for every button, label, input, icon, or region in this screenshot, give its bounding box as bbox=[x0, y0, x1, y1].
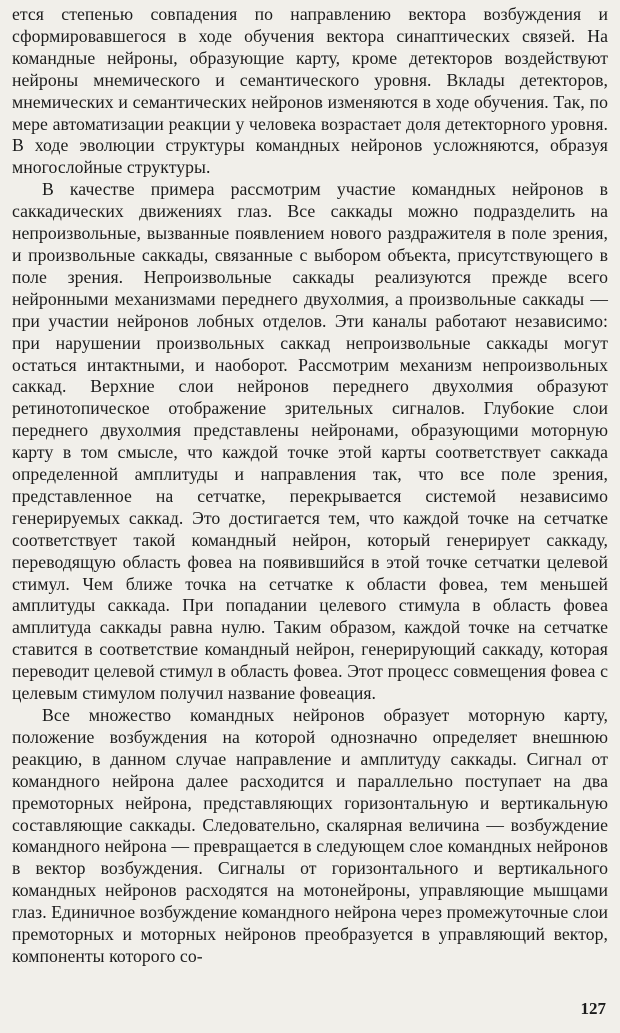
paragraph-1: ется степенью совпадения по направлению вектора возбуждения и сформировавшегося в ходе обучения вектора синаптических связей. На командные нейроны, образующие карту, кроме детекторов воздействуют нейроны мнемического и семантического уровня. Вклады детекторов, мнемических и семантических нейронов изменяются в ходе обучения. Так, по мере автоматизации реакции у человека возрастает доля детекторного уровня. В ходе эволюции структуры командных нейронов усложняются, образуя многослойные структуры. bbox=[12, 4, 608, 178]
paragraph-3: Все множество командных нейронов образует моторную карту, положение возбуждения на которой однозначно определяет внешнюю реакцию, в данном случае направление и амплитуду саккады. Сигнал от командного нейрона далее расходится и параллельно поступает на два премоторных нейрона, представляющих горизонтальную и вертикальную составляющие саккады. Следовательно, скалярная величина — возбуждение командного нейрона — превращается в следующем слое командных нейронов в вектор возбуждения. Сигналы от горизонтального и вертикального командных нейронов расходятся на мотонейроны, управляющие мышцами глаз. Единичное возбуждение командного нейрона через промежуточные слои премоторных и моторных нейронов преобразуется в управляющий вектор, компоненты которого со- bbox=[12, 705, 608, 966]
paragraph-2: В качестве примера рассмотрим участие командных нейронов в саккадических движениях глаз. Все саккады можно подразделить на непроизвольные, вызванные появлением нового раздражителя в поле зрения, и произвольные саккады, связанные с выбором объекта, присутствующего в поле зрения. Непроизвольные саккады реализуются прежде всего нейронными механизмами переднего двухолмия, а произвольные саккады — при участии нейронов лобных отделов. Эти каналы работают независимо: при нарушении произвольных саккад непроизвольные саккады могут остаться интактными, и наоборот. Рассмотрим механизм непроизвольных саккад. Верхние слои нейронов переднего двухолмия образуют ретинотопическое отображение зрительных сигналов. Глубокие слои переднего двухолмия представлены нейронами, образующими моторную карту в том смысле, что каждой точке этой карты соответствует саккада определенной амплитуды и направления так, что все поле зрения, представленное на сетчатке, перекрывается системой независимо генерируемых саккад. Это достигается тем, что каждой точке на сетчатке соответствует такой командный нейрон, который генерирует саккаду, переводящую область фовеа на появившийся в этой точке сетчатки целевой стимул. Чем ближе точка на сетчатке к области фовеа, тем меньшей амплитуды саккада. При попадании целевого стимула в область фовеа амплитуда саккады равна нулю. Таким образом, каждой точке на сетчатке ставится в соответствие командный нейрон, генерирующий саккаду, которая переводит целевой стимул в область фовеа. Этот процесс совмещения фовеа с целевым стимулом получил название фовеация. bbox=[12, 179, 608, 704]
page-number: 127 bbox=[580, 999, 606, 1018]
text-body bbox=[12, 4, 608, 968]
